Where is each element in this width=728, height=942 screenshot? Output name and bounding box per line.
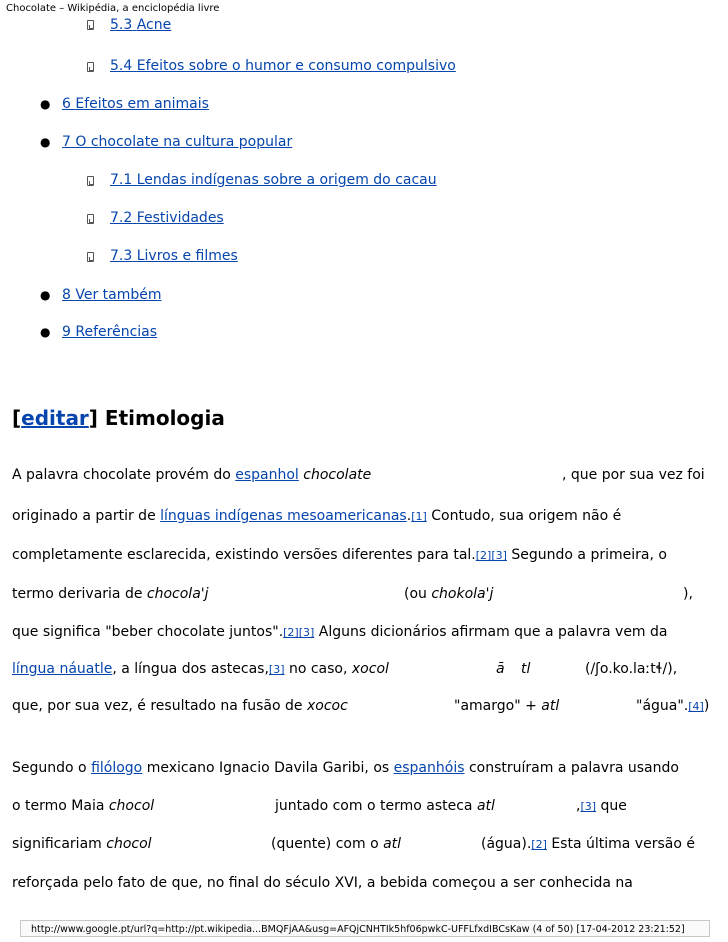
toc-item-7-1[interactable] — [110, 171, 437, 189]
text: o termo Maia — [12, 798, 109, 814]
text-line — [12, 835, 152, 853]
italic-term: xococ — [306, 698, 348, 714]
heading-bracket: ] — [88, 406, 98, 430]
text-line — [636, 697, 709, 716]
italic-term: tl — [521, 661, 531, 677]
text: "amargo" + — [454, 698, 542, 714]
text: (água). — [481, 836, 532, 852]
text-line — [12, 546, 667, 565]
text-line — [271, 835, 401, 853]
text-line — [275, 797, 495, 815]
ipa-text: (/ʃo.ko.laːtɬ/), — [585, 661, 678, 677]
toc-num: 7.2 — [110, 210, 133, 226]
text: Alguns dicionários afirmam que a palavra vem da — [314, 624, 668, 640]
toc-num: 7.1 — [110, 172, 133, 188]
toc-dot-icon: ● — [40, 97, 51, 111]
italic-term: atl — [383, 836, 402, 852]
toc-num: 5.4 — [110, 58, 133, 74]
text: Contudo, sua origem não é — [426, 508, 622, 524]
text: significariam — [12, 836, 107, 852]
edit-link[interactable]: editar — [21, 406, 89, 430]
reference-link[interactable]: [1] — [411, 510, 427, 523]
text-line — [12, 697, 348, 715]
heading-bracket: [ — [12, 406, 22, 430]
toc-label: Ver também — [75, 287, 162, 303]
toc-label: Festividades — [136, 210, 224, 226]
toc-num: 7.3 — [110, 248, 133, 264]
text: Esta última versão é — [546, 836, 695, 852]
reference-link[interactable]: [4] — [688, 700, 704, 713]
toc-item-7-2[interactable] — [110, 209, 224, 227]
text: que significa "beber chocolate juntos". — [12, 624, 284, 640]
reference-link[interactable]: [2] — [531, 838, 547, 851]
toc-bullet-icon — [87, 214, 94, 224]
toc-label: Efeitos sobre o humor e consumo compulsivo — [136, 58, 456, 74]
text: juntado com o termo asteca — [275, 798, 477, 814]
text-line — [481, 835, 695, 854]
text: "água". — [636, 698, 689, 714]
link-linguas-mesoamericanas[interactable]: línguas indígenas mesoamericanas — [160, 508, 407, 524]
reference-link[interactable]: [3] — [580, 800, 597, 813]
reference-link[interactable]: [3] — [491, 549, 507, 562]
link-lingua-nauatle[interactable]: língua náuatle — [12, 661, 113, 677]
link-espanhois[interactable]: espanhóis — [393, 760, 465, 776]
toc-bullet-icon — [87, 62, 94, 72]
toc-num: 8 — [62, 287, 71, 303]
page-footer-url: http://www.google.pt/url?q=http://pt.wikipedia...BMQFjAA&usg=AFQjCNHTIk5hf06pwkC-UFFLfxdIBCsKaw (4 of 50) [17-04-2012 23:21:52] — [20, 920, 710, 937]
toc-num: 7 — [62, 134, 71, 150]
toc-dot-icon: ● — [40, 135, 51, 149]
toc-item-5-3[interactable] — [110, 16, 171, 34]
toc-bullet-icon — [87, 252, 94, 262]
text: Segundo a primeira, o — [506, 547, 667, 563]
text: que, por sua vez, é resultado na fusão de — [12, 698, 307, 714]
text-line: originado a partir de línguas indígenas mesoamericanas.[1] Contudo, sua origem não é — [12, 508, 622, 524]
text-line — [496, 660, 505, 678]
toc-label: Referências — [75, 324, 158, 340]
text: construíram a palavra usando — [464, 760, 679, 776]
text-line — [12, 466, 371, 484]
text-line — [12, 585, 209, 603]
toc-num: 6 — [62, 96, 71, 112]
text: , a língua dos astecas, — [112, 661, 269, 677]
text: Segundo o — [12, 760, 92, 776]
toc-label: Livros e filmes — [136, 248, 238, 264]
section-heading — [12, 404, 225, 432]
italic-term: chocol — [108, 798, 155, 814]
toc-label: Acne — [136, 17, 172, 33]
reference-link[interactable]: [3] — [268, 663, 285, 676]
page-header-title: Chocolate – Wikipédia, a enciclopédia livre — [6, 3, 220, 14]
toc-dot-icon: ● — [40, 325, 51, 339]
text-line — [404, 585, 493, 603]
reference-link[interactable]: [3] — [298, 626, 315, 639]
toc-item-8[interactable] — [62, 286, 162, 304]
text: originado a partir de — [12, 508, 161, 524]
text: no caso, — [284, 661, 352, 677]
italic-term: atl — [476, 798, 495, 814]
text-line — [562, 466, 705, 484]
toc-item-7-3[interactable] — [110, 247, 238, 265]
italic-term: xocol — [351, 661, 389, 677]
toc-num: 5.3 — [110, 17, 133, 33]
text: completamente esclarecida, existindo versões diferentes para tal. — [12, 547, 476, 563]
italic-term: chokola'j — [431, 586, 494, 602]
text: , que por sua vez foi — [562, 467, 705, 483]
text: que — [596, 798, 627, 814]
italic-term: atl — [541, 698, 560, 714]
toc-bullet-icon — [87, 20, 94, 30]
toc-label: Lendas indígenas sobre a origem do cacau — [136, 172, 437, 188]
text-line — [454, 697, 559, 715]
toc-item-7[interactable] — [62, 133, 292, 151]
text-line — [521, 660, 530, 678]
toc-dot-icon: ● — [40, 288, 51, 302]
text-line — [12, 623, 667, 642]
text-line: reforçada pelo fato de que, no final do século XVI, a bebida começou a ser conhecida na — [12, 875, 633, 891]
text: (ou — [404, 586, 432, 602]
toc-item-5-4[interactable] — [110, 57, 456, 75]
toc-label: O chocolate na cultura popular — [75, 134, 293, 150]
text: A palavra chocolate provém do — [12, 467, 236, 483]
italic-term: chocol — [106, 836, 152, 852]
link-filologo[interactable]: filólogo — [91, 760, 143, 776]
text: (quente) com o — [271, 836, 384, 852]
toc-num: 9 — [62, 324, 71, 340]
italic-term: chocola'j — [146, 586, 209, 602]
text: ), — [683, 586, 693, 602]
text: ) — [703, 698, 710, 714]
text: termo derivaria de — [12, 586, 147, 602]
text-line — [576, 797, 627, 816]
text-line — [585, 660, 677, 678]
toc-label: Efeitos em animais — [75, 96, 209, 112]
italic-term: chocolate — [303, 467, 372, 483]
toc-item-6[interactable] — [62, 95, 209, 113]
link-espanhol[interactable]: espanhol — [235, 467, 299, 483]
toc-item-9[interactable] — [62, 323, 157, 341]
text: , — [576, 798, 581, 814]
toc-bullet-icon — [87, 176, 94, 186]
text: mexicano Ignacio Davila Garibi, os — [142, 760, 394, 776]
text-line — [12, 660, 389, 679]
section-title: Etimologia — [104, 406, 225, 430]
text-line — [683, 585, 693, 603]
reference-link[interactable]: [2] — [475, 549, 492, 562]
text-line — [12, 797, 154, 815]
reference-link[interactable]: [2] — [283, 626, 299, 639]
text-line — [12, 759, 679, 777]
italic-term: ā — [496, 661, 505, 677]
